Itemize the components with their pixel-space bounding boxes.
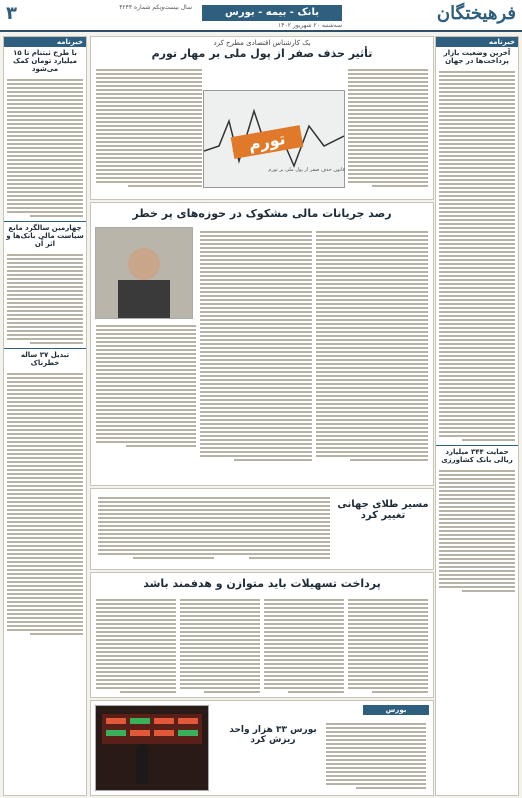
section-tab: بانک - بیمه - بورس (202, 5, 342, 21)
lead-story (90, 36, 434, 200)
right-sidebar (435, 36, 519, 796)
left-sidebar-text-3 (4, 369, 86, 639)
second-text-col-2 (197, 227, 315, 465)
right-sidebar-item-1: آخرین وضعیت بازار پرداخت‌ها در جهان (443, 49, 511, 65)
credit-text-col-3 (177, 595, 263, 697)
gold-text-col-1 (211, 493, 333, 563)
left-sidebar-head: خبرنامه (4, 37, 86, 47)
issue-line: سال بیست‌ویکم شماره ۴۲۴۴ (119, 4, 192, 11)
credit-headline: پرداخت تسهیلات باید متوازن و هدفمند باشد (143, 577, 381, 590)
credit-text-col-1 (345, 595, 431, 697)
bourse-photo (95, 705, 209, 791)
lead-image (203, 90, 345, 188)
gold-story (90, 488, 434, 570)
bourse-text-col-1 (323, 719, 429, 793)
lead-caption: قانون حذف صفر از پول ملی بر تورم (268, 167, 345, 173)
credit-text-col-2 (261, 595, 347, 697)
credit-story (90, 572, 434, 698)
second-text-col-1 (93, 321, 199, 451)
left-sidebar-text-1 (4, 75, 86, 221)
right-sidebar-item-2: حمایت ۳۴۴ میلیارد ریالی بانک کشاورزی (441, 448, 513, 464)
right-sidebar-text-2 (436, 466, 518, 596)
credit-text-col-4 (93, 595, 179, 697)
left-sidebar-item-1: با طرح ثبتنام تا ۱۵ میلیارد تومان کمک می‌شود (13, 49, 77, 73)
newspaper-logo: فرهیختگان (436, 3, 516, 24)
lead-text-col-1 (345, 65, 431, 191)
right-sidebar-head: خبرنامه (436, 37, 518, 47)
left-sidebar-text-2 (4, 250, 86, 348)
person-photo-graphic (96, 228, 192, 318)
bourse-headline: بورس ۳۳ هزار واحد ریزش کرد (229, 725, 317, 745)
stock-board-graphic (96, 706, 208, 790)
lead-headline: تأثیر حذف صفر از پول ملی بر مهار تورم (151, 47, 373, 60)
left-sidebar (3, 36, 87, 796)
page-number: ۳ (6, 3, 17, 24)
left-sidebar-item-3: تبدیل ۳۷ ساله خطرناک (20, 351, 70, 367)
right-sidebar-text-1 (436, 67, 518, 445)
second-text-col-3 (313, 227, 431, 465)
lead-kicker: یک کارشناس اقتصادی مطرح کرد (213, 39, 311, 47)
left-sidebar-item-2: چهارمین سالگرد مانع سیاست مالی بانک‌ها و اثر آن (6, 224, 84, 248)
bourse-label: بورس (363, 705, 429, 715)
gold-text-col-2 (95, 493, 217, 563)
date-line: سه‌شنبه ۲۰ شهریور ۱۴۰۲ (278, 22, 342, 29)
second-headline: رصد جریانات مالی مشکوک در حوزه‌های پر خطر (132, 207, 392, 220)
second-story (90, 202, 434, 486)
lead-text-col-2 (93, 65, 205, 191)
inflation-word-image: تورم (231, 125, 304, 159)
gold-headline: مسیر طلای جهانی تغییر کرد (337, 499, 429, 521)
second-story-photo (95, 227, 193, 319)
bourse-story (90, 700, 434, 796)
